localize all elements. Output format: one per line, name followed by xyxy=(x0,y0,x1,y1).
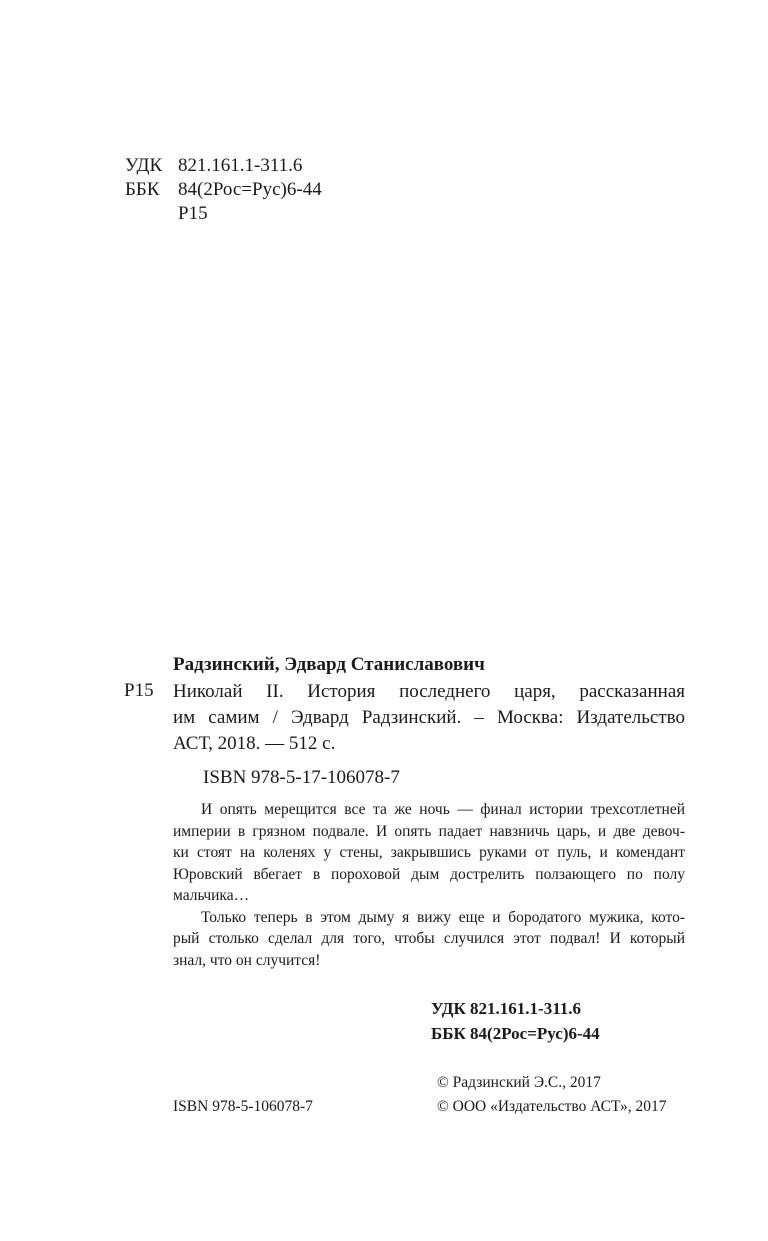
isbn-bottom: ISBN 978-5-106078-7 xyxy=(173,1098,313,1115)
author-heading: Радзинский, Эдвард Станиславович xyxy=(173,654,485,675)
title-line: Николай II. История последнего царя, рассказанная xyxy=(173,681,685,702)
udk-value: 821.161.1-311.6 xyxy=(178,155,303,176)
copyright-author: © Радзинский Э.С., 2017 xyxy=(437,1074,601,1091)
bbk-bottom: ББК 84(2Рос=Рус)6-44 xyxy=(431,1024,600,1043)
bibliographic-description xyxy=(173,679,685,757)
udk-bottom: УДК 821.161.1-311.6 xyxy=(431,999,582,1018)
isbn-main: ISBN 978-5-17-106078-7 xyxy=(203,767,400,788)
author-mark-top: Р15 xyxy=(178,203,208,224)
bbk-label: ББК xyxy=(125,179,160,200)
bbk-value: 84(2Рос=Рус)6-44 xyxy=(178,179,322,200)
annotation-line: И опять мерещится все та же ночь — финал истории трехсотлетней xyxy=(201,801,685,818)
annotation-line: Только теперь в этом дыму я вижу еще и бородатого мужика, кото- xyxy=(201,908,685,926)
annotation-line: мальчика… xyxy=(173,887,250,904)
udk-label: УДК xyxy=(125,155,163,176)
title-line: им самим / Эдвард Радзинский. – Москва: Издательство xyxy=(173,707,685,728)
annotation-line: Юровский вбегает в пороховой дым дострелить ползающего по полу xyxy=(173,865,685,883)
annotation-line: ки стоят на коленях у стены, закрывшись руками от пуль, и комендант xyxy=(173,844,685,861)
copyright-publisher: © ООО «Издательство АСТ», 2017 xyxy=(437,1098,667,1115)
author-mark: Р15 xyxy=(124,680,154,701)
title-line: АСТ, 2018. — 512 с. xyxy=(173,733,336,754)
annotation-line: знал, что он случится! xyxy=(173,951,321,969)
annotation-line: империи в грязном подвале. И опять падает навзничь царь, и две девоч- xyxy=(173,822,685,840)
annotation-line: рый столько сделал для того, чтобы случился этот подвал! И который xyxy=(173,930,685,947)
annotation xyxy=(173,799,685,971)
